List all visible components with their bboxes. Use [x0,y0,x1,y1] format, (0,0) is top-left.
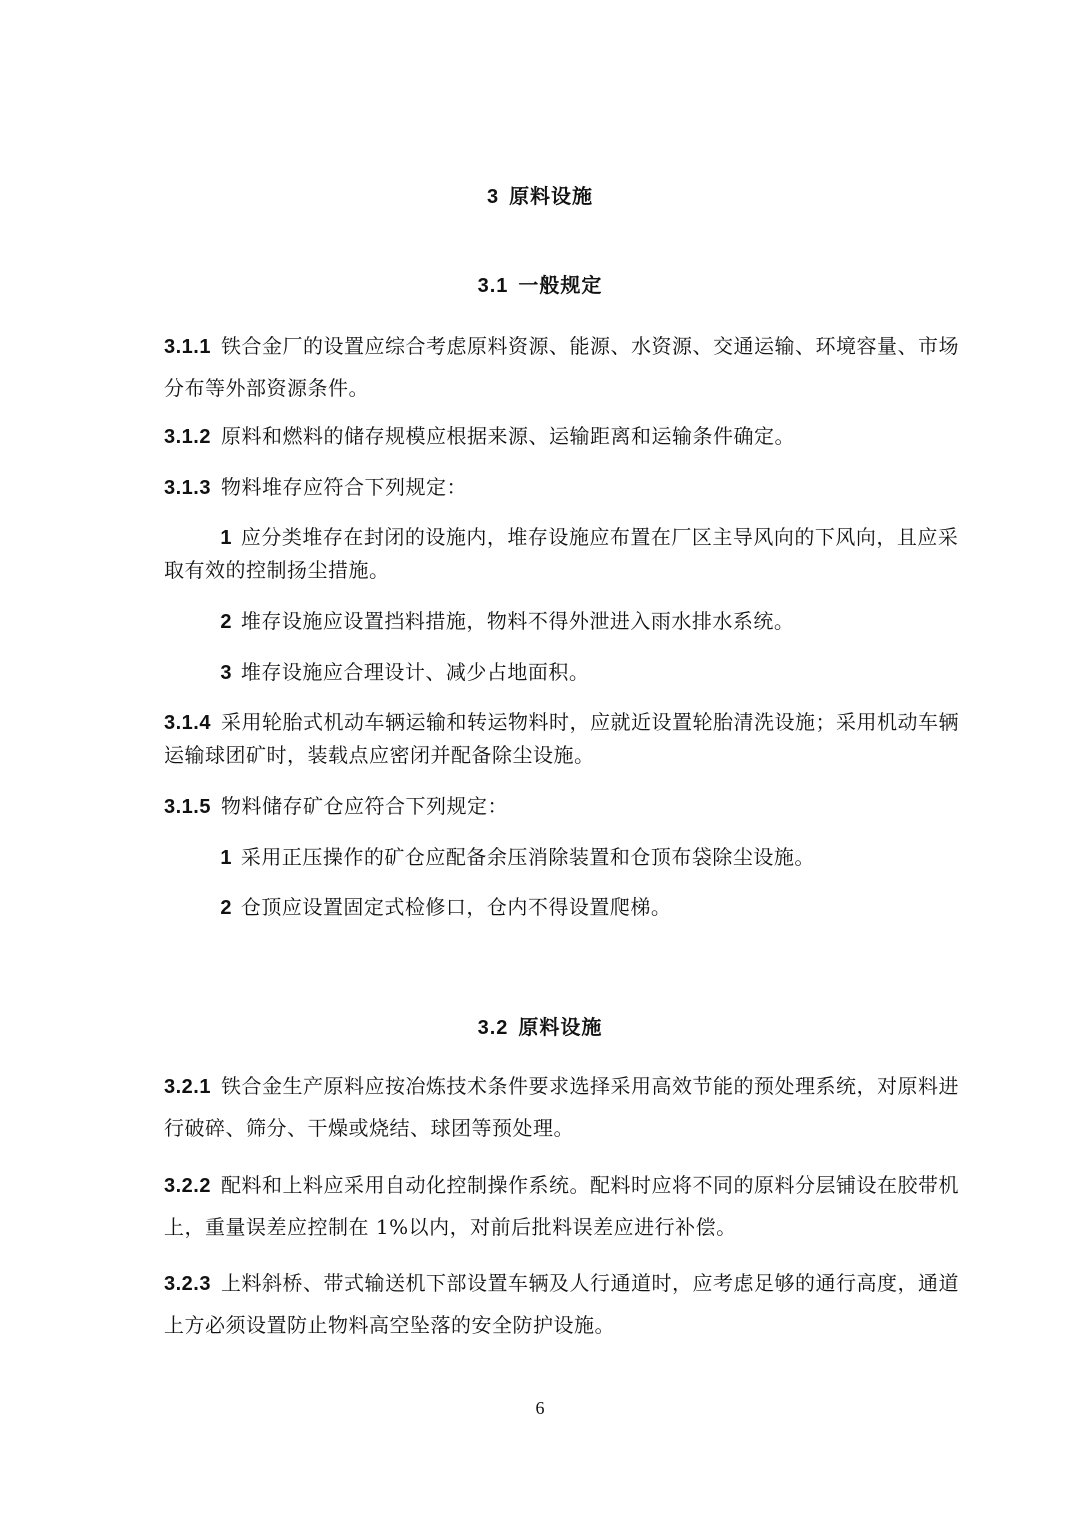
section-title: 一般规定 [518,273,603,297]
clause-3-1-4 [164,706,964,771]
clause-3-2-2 [164,1165,964,1248]
section-heading-3-2 [0,1011,1080,1040]
section-heading-3-1 [0,269,1080,298]
item-number: 1 [220,847,232,869]
item-text: 堆存设施应合理设计、减少占地面积。 [240,660,590,684]
clause-text: 铁合金厂的设置应综合考虑原料资源、能源、水资源、交通运输、环境容量、市场分布等外部资源条件。 [164,334,959,400]
chapter-heading [0,180,1080,209]
clause-text: 上料斜桥、带式输送机下部设置车辆及人行通道时，应考虑足够的通行高度，通道上方必须设置防止物料高空坠落的安全防护设施。 [164,1271,959,1337]
clause-number: 3.1.2 [164,426,211,448]
item-text: 采用正压操作的矿仓应配备余压消除装置和仓顶布袋除尘设施。 [240,845,815,869]
item-number: 3 [220,662,232,684]
clause-3-1-2 [164,420,964,453]
section-title: 原料设施 [518,1015,603,1039]
chapter-title: 原料设施 [509,184,594,208]
item-number: 1 [220,527,232,549]
section-number: 3.1 [477,275,509,297]
item-number: 2 [220,897,232,919]
item-number: 2 [220,611,232,633]
clause-text: 物料储存矿仓应符合下列规定： [220,794,508,818]
chapter-number: 3 [486,186,500,208]
item-text: 堆存设施应设置挡料措施，物料不得外泄进入雨水排水系统。 [240,609,795,633]
clause-3-1-1 [164,326,964,409]
clause-3-1-3 [164,471,964,504]
clause-number: 3.2.1 [164,1076,211,1098]
clause-3-1-5-item-2 [164,891,964,924]
clause-3-2-1 [164,1066,964,1149]
clause-text: 采用轮胎式机动车辆运输和转运物料时，应就近设置轮胎清洗设施；采用机动车辆运输球团矿时，装载点应密闭并配备除尘设施。 [164,710,959,767]
clause-text: 物料堆存应符合下列规定： [220,475,467,499]
item-text: 仓顶应设置固定式检修口，仓内不得设置爬梯。 [240,895,672,919]
section-number: 3.2 [477,1017,509,1039]
clause-number: 3.1.1 [164,336,211,358]
clause-number: 3.1.4 [164,712,211,734]
clause-3-2-3 [164,1263,964,1346]
clause-number: 3.2.2 [164,1175,211,1197]
clause-text: 原料和燃料的储存规模应根据来源、运输距离和运输条件确定。 [220,424,795,448]
clause-number: 3.1.3 [164,477,211,499]
clause-number: 3.2.3 [164,1273,211,1295]
clause-3-1-5-item-1 [164,841,964,874]
clause-text: 铁合金生产原料应按冶炼技术条件要求选择采用高效节能的预处理系统，对原料进行破碎、筛分、干燥或烧结、球团等预处理。 [164,1074,959,1140]
clause-3-1-5 [164,790,964,823]
clause-3-1-3-item-1 [164,521,964,586]
clause-3-1-3-item-2 [164,605,964,638]
clause-3-1-3-item-3 [164,656,964,689]
item-text: 应分类堆存在封闭的设施内，堆存设施应布置在厂区主导风向的下风向，且应采取有效的控制扬尘措施。 [164,525,959,582]
page-number: 6 [535,1398,545,1418]
clause-number: 3.1.5 [164,796,211,818]
clause-text: 配料和上料应采用自动化控制操作系统。配料时应将不同的原料分层铺设在胶带机上，重量误差应控制在 1%以内，对前后批料误差应进行补偿。 [164,1173,959,1239]
